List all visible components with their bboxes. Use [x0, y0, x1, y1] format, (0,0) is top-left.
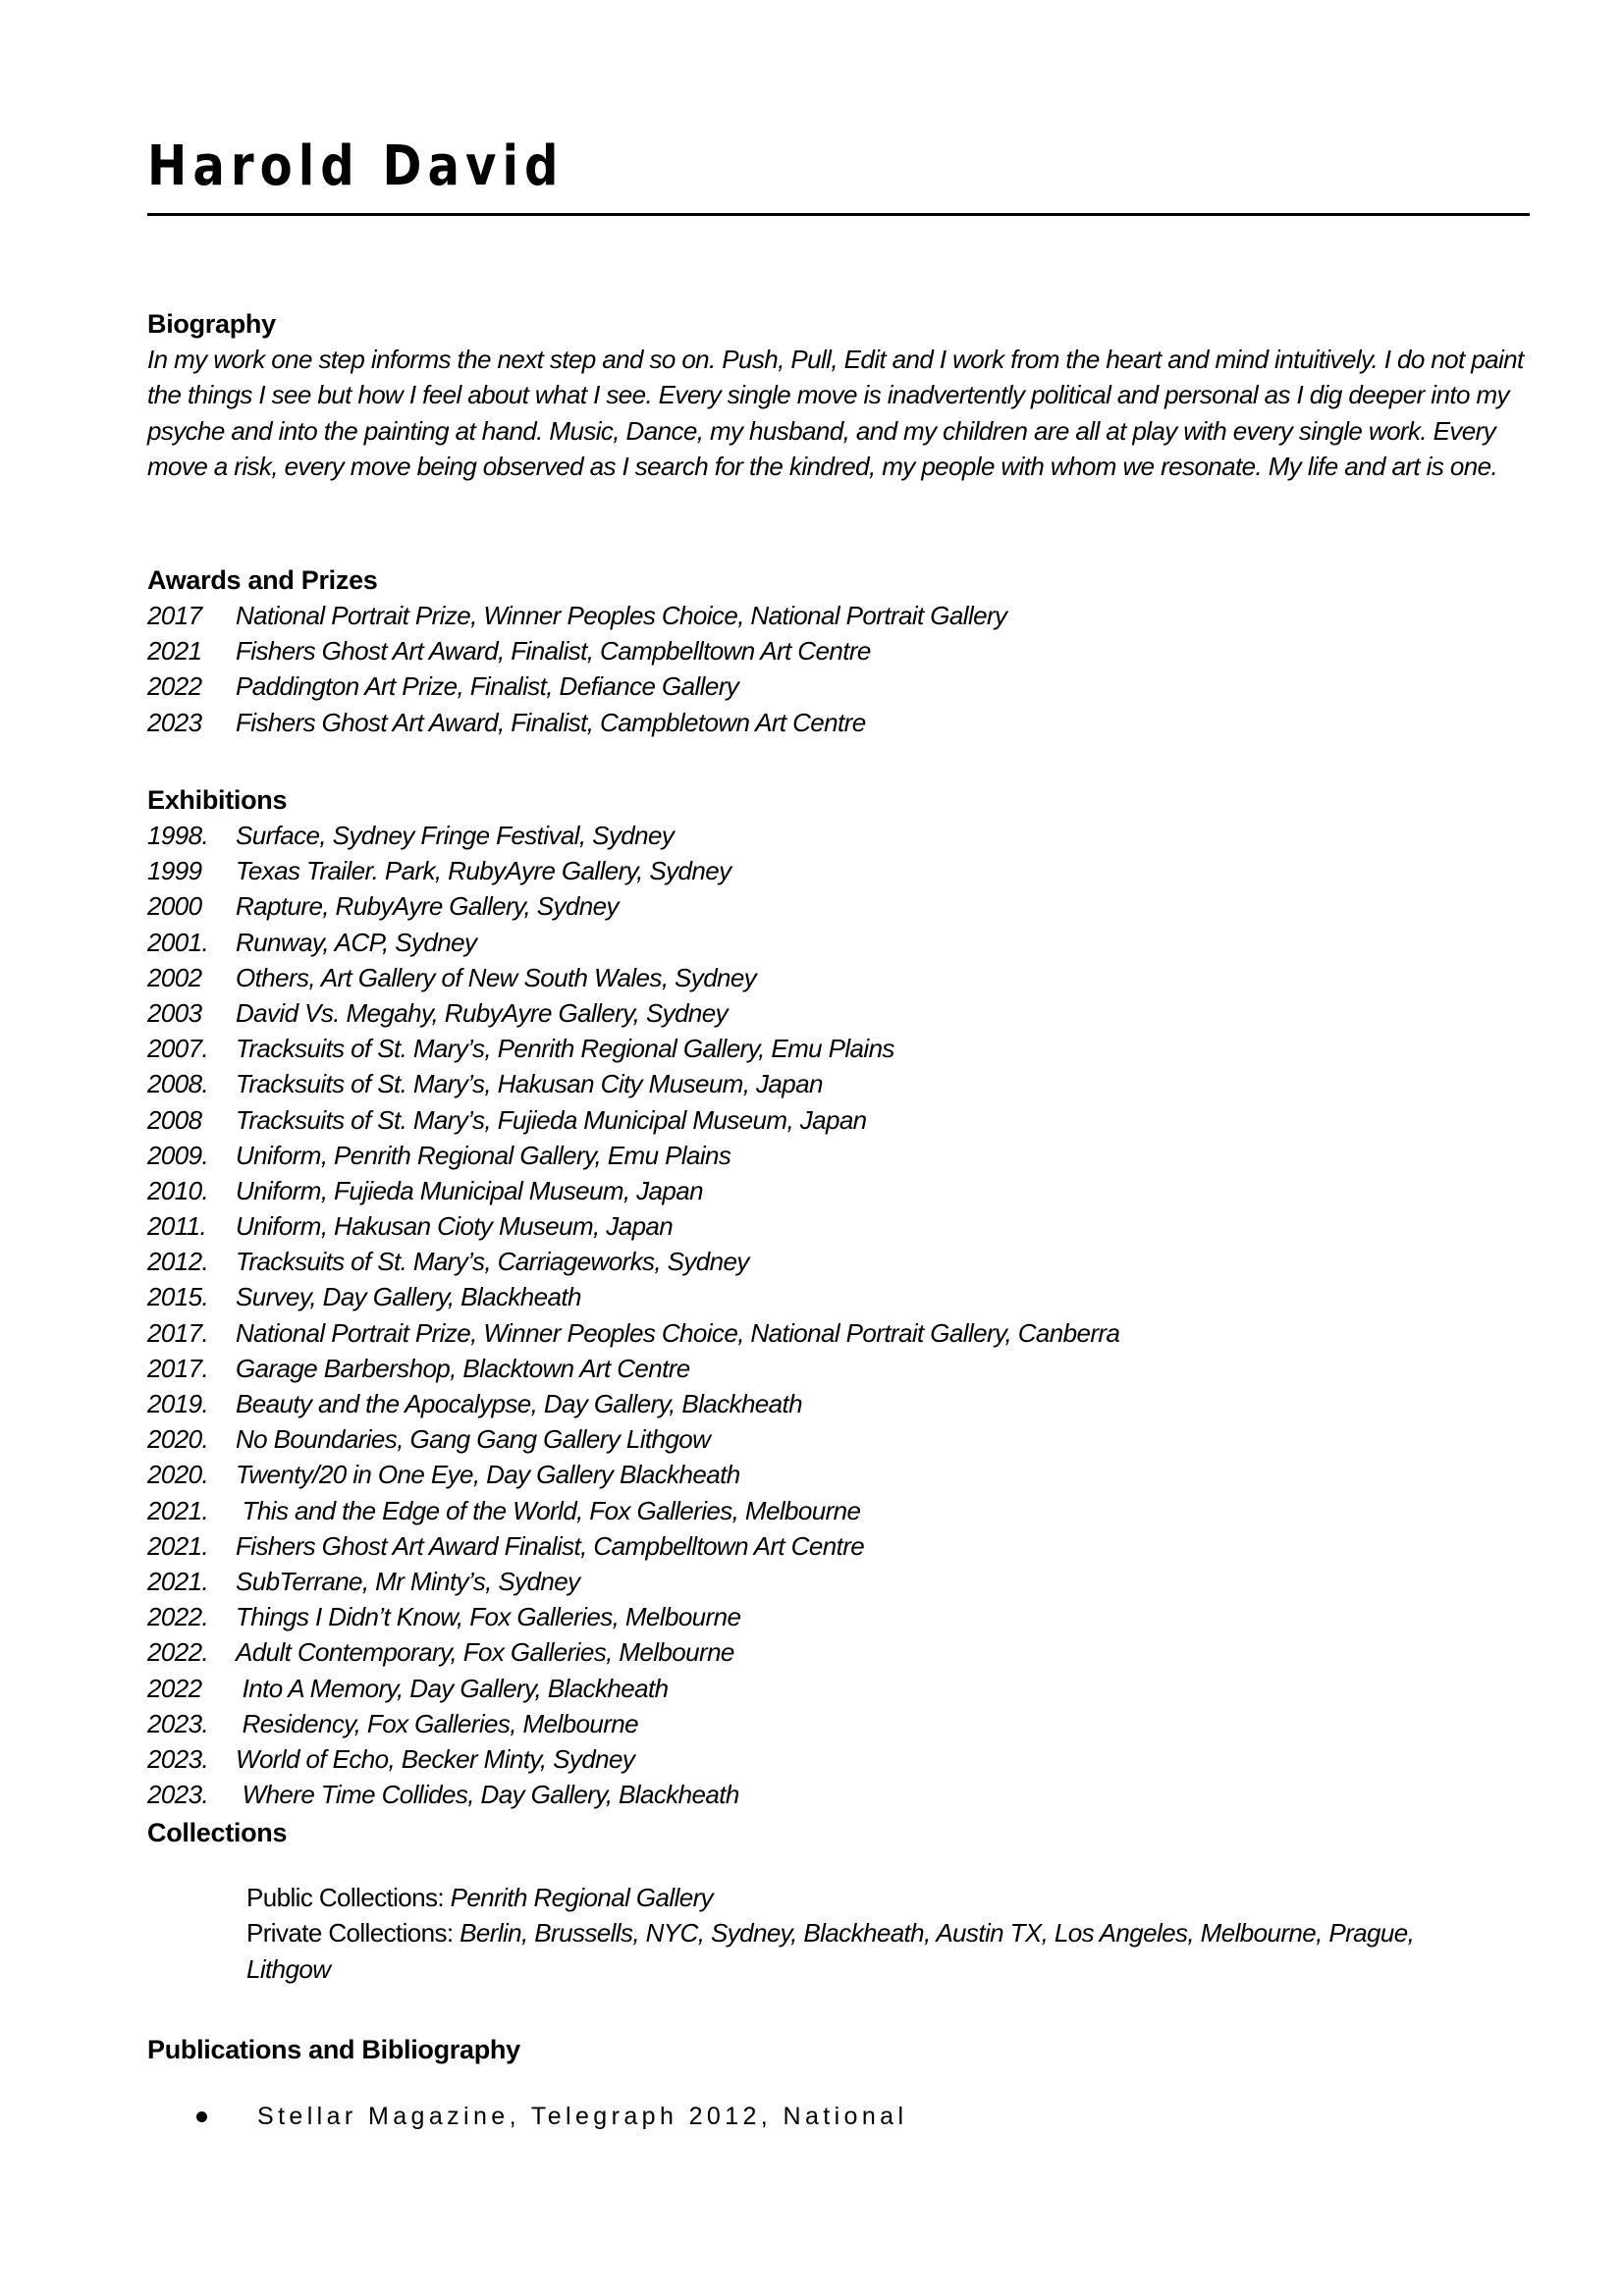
exhibitions-section	[147, 782, 1532, 1812]
entry-year: 2008	[147, 1104, 202, 1135]
entry-text: National Portrait Prize, Winner Peoples Choice, National Portrait Gallery, Canberra	[236, 1317, 1120, 1348]
collections-heading: Collections	[147, 1818, 288, 1847]
private-collections	[246, 1915, 1454, 1987]
exhibition-item	[147, 818, 1532, 853]
exhibition-item	[147, 995, 1532, 1031]
entry-text: World of Echo, Becker Minty, Sydney	[236, 1743, 635, 1774]
entry-text: Uniform, Fujieda Municipal Museum, Japan	[236, 1175, 703, 1205]
exhibition-item	[147, 1528, 1532, 1564]
biography-section	[147, 306, 1532, 485]
award-item	[147, 633, 1532, 668]
entry-year: 2012.	[147, 1247, 209, 1277]
exhibition-item	[147, 1421, 1532, 1457]
exhibition-item	[147, 1031, 1532, 1066]
entry-text: Uniform, Penrith Regional Gallery, Emu Plains	[236, 1140, 731, 1170]
exhibition-item	[147, 960, 1532, 995]
entry-year: 2023.	[147, 1743, 209, 1774]
publication-item	[196, 2103, 1532, 2131]
entry-text: Others, Art Gallery of New South Wales, Sydney	[236, 962, 757, 992]
exhibition-item	[147, 1457, 1532, 1492]
entry-text: Tracksuits of St. Mary’s, Hakusan City Museum, Japan	[236, 1069, 823, 1099]
public-collections-value: Penrith Regional Gallery	[450, 1883, 714, 1912]
entry-year: 2001.	[147, 927, 209, 957]
exhibition-item	[147, 1173, 1532, 1208]
exhibition-item	[147, 1777, 1532, 1812]
exhibition-item	[147, 925, 1532, 960]
collections-section	[147, 1815, 1532, 1987]
exhibitions-list	[147, 818, 1532, 1812]
entry-text: Uniform, Hakusan Cioty Museum, Japan	[236, 1211, 674, 1242]
private-collections-label: Private Collections:	[246, 1918, 460, 1949]
entry-year: 2023	[147, 707, 202, 737]
entry-year: 2015.	[147, 1282, 209, 1312]
publications-heading: Publications and Bibliography	[147, 2035, 520, 2064]
public-collections-label: Public Collections:	[246, 1883, 451, 1912]
entry-year: 2023.	[147, 1780, 209, 1810]
exhibition-item	[147, 1102, 1532, 1138]
entry-text: Adult Contemporary, Fox Galleries, Melbourne	[236, 1637, 734, 1668]
private-collections-value: Berlin, Brussells, NYC, Sydney, Blackheath, Austin TX, Los Angeles, Melbourne, Prague, Lithgow	[246, 1918, 1415, 1984]
entry-text: Tracksuits of St. Mary’s, Penrith Regional Gallery, Emu Plains	[236, 1034, 894, 1064]
entry-text: Fishers Ghost Art Award, Finalist, Campbletown Art Centre	[236, 707, 866, 737]
biography-heading: Biography	[147, 309, 276, 339]
entry-text: Survey, Day Gallery, Blackheath	[236, 1282, 581, 1312]
entry-year: 2021.	[147, 1495, 209, 1525]
awards-list	[147, 598, 1532, 740]
bullet-icon	[196, 2111, 207, 2122]
entry-text: Beauty and the Apocalypse, Day Gallery, Blackheath	[236, 1389, 803, 1418]
entry-year: 2017	[147, 601, 202, 630]
entry-year: 2022.	[147, 1637, 209, 1668]
entry-text: Into A Memory, Day Gallery, Blackheath	[236, 1673, 669, 1703]
entry-year: 2021.	[147, 1566, 209, 1596]
entry-year: 2008.	[147, 1069, 209, 1099]
entry-text: Paddington Art Prize, Finalist, Defiance Gallery	[236, 671, 739, 702]
awards-section	[147, 562, 1532, 740]
exhibition-item	[147, 1741, 1532, 1777]
publications-list	[147, 2103, 1532, 2131]
entry-year: 2010.	[147, 1175, 209, 1205]
entry-text: Runway, ACP, Sydney	[236, 927, 477, 957]
entry-year: 2009.	[147, 1140, 209, 1170]
entry-text: SubTerrane, Mr Minty’s, Sydney	[236, 1566, 580, 1596]
exhibition-item	[147, 1138, 1532, 1173]
entry-year: 2020.	[147, 1460, 209, 1490]
entry-text: Texas Trailer. Park, RubyAyre Gallery, Sydney	[236, 856, 731, 886]
entry-text: Surface, Sydney Fringe Festival, Sydney	[236, 821, 675, 850]
exhibition-item	[147, 1244, 1532, 1279]
entry-year: 1999	[147, 856, 202, 886]
entry-text: National Portrait Prize, Winner Peoples Choice, National Portrait Gallery	[236, 601, 1007, 630]
exhibition-item	[147, 1386, 1532, 1421]
entry-year: 2011.	[147, 1211, 207, 1242]
award-item	[147, 668, 1532, 704]
entry-text: Where Time Collides, Day Gallery, Blackheath	[236, 1780, 739, 1810]
exhibition-item	[147, 853, 1532, 888]
entry-year: 2007.	[147, 1034, 209, 1064]
exhibition-item	[147, 1351, 1532, 1386]
entry-year: 2021	[147, 636, 202, 667]
awards-heading: Awards and Prizes	[147, 565, 378, 595]
exhibition-item	[147, 1706, 1532, 1741]
exhibition-item	[147, 1208, 1532, 1244]
entry-year: 2002	[147, 962, 202, 992]
entry-text: This and the Edge of the World, Fox Galleries, Melbourne	[236, 1495, 861, 1525]
entry-year: 2000	[147, 891, 202, 922]
publications-section	[147, 2032, 1532, 2131]
entry-year: 2020.	[147, 1424, 209, 1455]
entry-year: 2023.	[147, 1708, 209, 1738]
exhibition-item	[147, 1671, 1532, 1706]
entry-text: Things I Didn’t Know, Fox Galleries, Melbourne	[236, 1602, 741, 1632]
biography-text: In my work one step informs the next step and so on. Push, Pull, Edit and I work from the heart and mind intuitively. I do not paint the things I see but how I feel about what I see. Every single move is inadvertently political and personal as I dig deeper into my psyche and into the painting at hand. Music, Dance, my husband, and my children are all at play with every single work. Every move a risk, every move being observed as I search for the kindred, my people with whom we resonate. My life and art is one.	[147, 345, 1524, 482]
publication-text: Stellar Magazine, Telegraph 2012, National	[257, 2103, 908, 2130]
exhibition-item	[147, 1279, 1532, 1314]
public-collections	[246, 1880, 1532, 1915]
exhibitions-heading: Exhibitions	[147, 785, 288, 815]
entry-text: Tracksuits of St. Mary’s, Carriageworks, Sydney	[236, 1247, 749, 1277]
title-divider	[147, 213, 1530, 216]
entry-text: No Boundaries, Gang Gang Gallery Lithgow	[236, 1424, 711, 1455]
exhibition-item	[147, 888, 1532, 924]
entry-text: Rapture, RubyAyre Gallery, Sydney	[236, 891, 619, 922]
entry-year: 2022	[147, 1673, 202, 1703]
entry-year: 2017.	[147, 1317, 209, 1348]
award-item	[147, 598, 1532, 633]
entry-year: 2019.	[147, 1389, 209, 1418]
exhibition-item	[147, 1564, 1532, 1599]
entry-text: Twenty/20 in One Eye, Day Gallery Blackheath	[236, 1460, 740, 1490]
entry-year: 2021.	[147, 1530, 209, 1561]
award-item	[147, 705, 1532, 740]
entry-text: Tracksuits of St. Mary’s, Fujieda Municipal Museum, Japan	[236, 1104, 867, 1135]
exhibition-item	[147, 1599, 1532, 1634]
entry-text: Residency, Fox Galleries, Melbourne	[236, 1708, 638, 1738]
entry-text: Garage Barbershop, Blacktown Art Centre	[236, 1353, 690, 1383]
entry-year: 2022	[147, 671, 202, 702]
exhibition-item	[147, 1634, 1532, 1670]
entry-text: David Vs. Megahy, RubyAyre Gallery, Sydney	[236, 997, 729, 1028]
page-title: Harold David	[147, 134, 565, 198]
entry-year: 2017.	[147, 1353, 209, 1383]
exhibition-item	[147, 1315, 1532, 1351]
entry-year: 2003	[147, 997, 202, 1028]
entry-text: Fishers Ghost Art Award, Finalist, Campbelltown Art Centre	[236, 636, 871, 667]
entry-year: 1998.	[147, 821, 209, 850]
entry-year: 2022.	[147, 1602, 209, 1632]
exhibition-item	[147, 1066, 1532, 1101]
exhibition-item	[147, 1493, 1532, 1528]
entry-text: Fishers Ghost Art Award Finalist, Campbelltown Art Centre	[236, 1530, 865, 1561]
